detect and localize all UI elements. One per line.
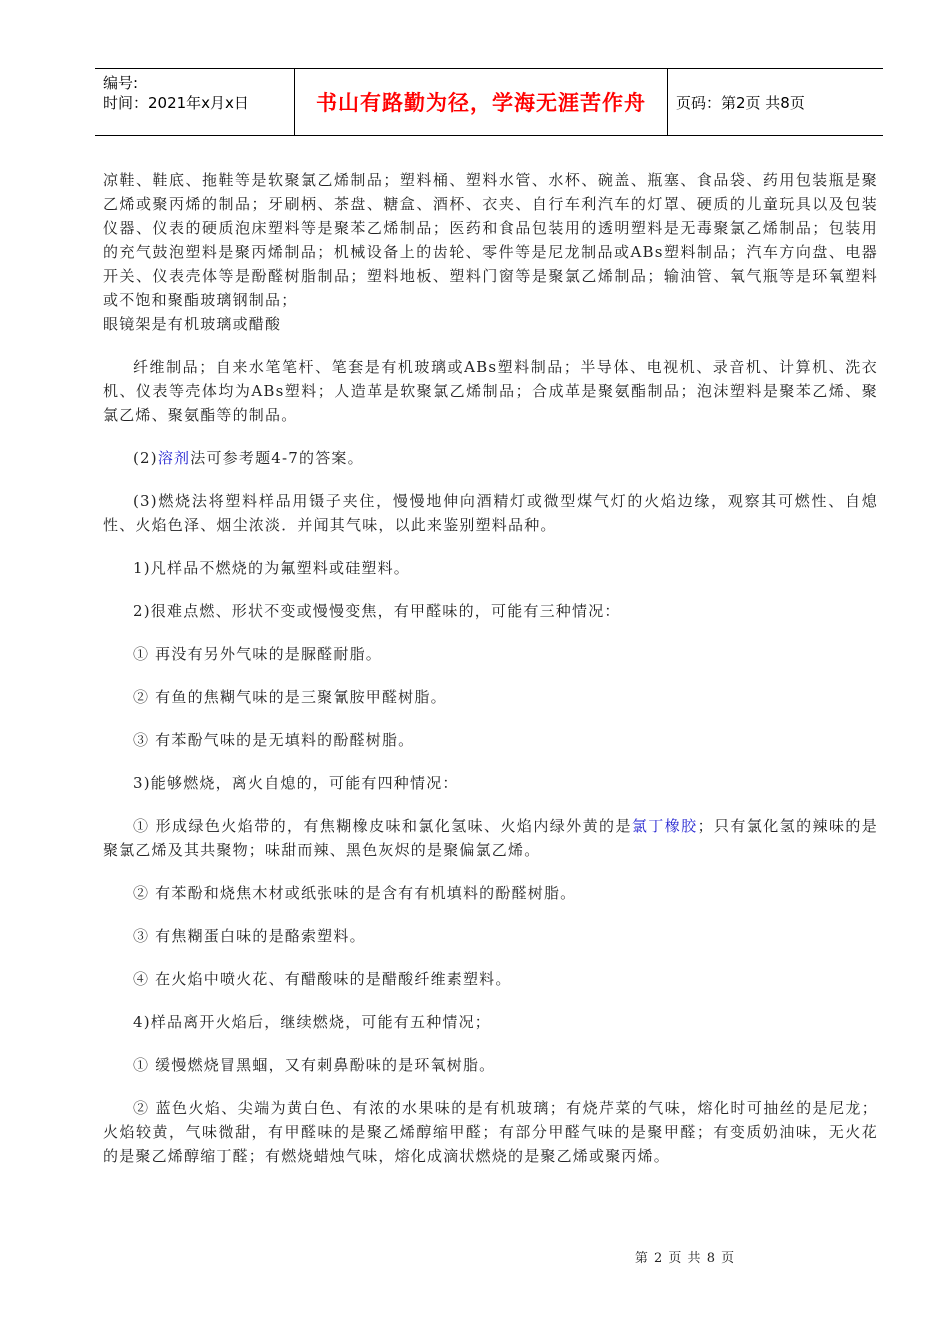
header-meta-cell (95, 69, 295, 135)
document-body (103, 168, 878, 1187)
paragraph-item (103, 599, 878, 623)
page-footer (0, 1247, 950, 1266)
paragraph-item (103, 814, 878, 862)
paragraph-prefix: (2) (133, 449, 158, 467)
paragraph-fiber-products (103, 355, 878, 427)
page-header (95, 68, 883, 136)
paragraph-prefix: ① 形成绿色火焰带的，有焦糊橡皮味和氯化氢味、火焰内绿外黄的是 (133, 817, 632, 835)
paragraph-item (103, 728, 878, 752)
paragraph-item (103, 1010, 878, 1034)
paragraph-text: 2)很难点燃、形状不变或慢慢变焦，有甲醛味的，可能有三种情况： (133, 602, 621, 620)
paragraph-item (103, 771, 878, 795)
paragraph-text: 3)能够燃烧，离火自熄的，可能有四种情况： (133, 774, 459, 792)
paragraph-text: ② 有苯酚和烧焦木材或纸张味的是含有有机填料的酚醛树脂。 (133, 884, 577, 902)
paragraph-item (103, 967, 878, 991)
header-page-info: 页码：第2页 共8页 (676, 93, 805, 112)
paragraph-text: 眼镜架是有机玻璃或醋酸 (103, 315, 282, 333)
chloroprene-rubber-link[interactable]: 氯丁橡胶 (631, 817, 698, 835)
document-number-label: 编号: (103, 74, 139, 92)
paragraph-suffix: 法可参考题4-7的答案。 (190, 449, 364, 467)
paragraph-solvent-method (103, 446, 878, 470)
paragraph-text (103, 446, 878, 470)
paragraph-text: 纤维制品；自来水笔笔杆、笔套是有机玻璃或ABs塑料制品；半导体、电视机、录音机、计算机、洗衣机、仪表等壳体均为ABs塑料；人造革是软聚氯乙烯制品；合成革是聚氨酯制品；泡沫塑料是聚苯乙烯、聚氯乙烯、聚氨酯等的制品。 (103, 358, 878, 424)
paragraph-text: 4)样品离开火焰后，继续燃烧，可能有五种情况； (133, 1013, 491, 1031)
paragraph-text: ③ 有苯酚气味的是无填料的酚醛树脂。 (133, 731, 415, 749)
paragraph-text: ② 蓝色火焰、尖端为黄白色、有浓的水果味的是有机玻璃；有烧芹菜的气味，熔化时可抽丝的是尼龙；火焰较黄，气味微甜，有甲醛味的是聚乙烯醇缩甲醛；有部分甲醛气味的是聚甲醛；有变质奶油味，无火花的是聚乙烯醇缩丁醛；有燃烧蜡烛气味，熔化成滴状燃烧的是聚乙烯或聚丙烯。 (103, 1099, 878, 1165)
paragraph-item (103, 556, 878, 580)
paragraph-item (103, 642, 878, 666)
solvent-link[interactable]: 溶剂 (157, 449, 191, 467)
paragraph-text: 凉鞋、鞋底、拖鞋等是软聚氯乙烯制品；塑料桶、塑料水管、水杯、碗盖、瓶塞、食品袋、药用包装瓶是聚乙烯或聚丙烯的制品；牙刷柄、茶盘、糖盒、酒杯、衣夹、自行车利汽车的灯罩、硬质的儿童玩具以及包装仪器、仪表的硬质泡床塑料等是聚苯乙烯制品；医药和食品包装用的透明塑料是无毒聚氯乙烯制品；包装用的充气鼓泡塑料是聚丙烯制品；机械设备上的齿轮、零件等是尼龙制品或ABs塑料制品；汽车方向盘、电器开关、仪表壳体等是酚醛树脂制品；塑料地板、塑料门窗等是聚氯乙烯制品；输油管、氧气瓶等是环氧塑料或不饱和聚酯玻璃钢制品； (103, 171, 878, 309)
header-motto: 书山有路勤为径，学海无涯苦作舟 (295, 69, 668, 135)
paragraph-text: ① 再没有另外气味的是脲醛耐脂。 (133, 645, 382, 663)
document-time-label: 时间：2021年x月x日 (103, 94, 249, 112)
paragraph-item (103, 881, 878, 905)
paragraph-text: ② 有鱼的焦糊气味的是三聚氰胺甲醛树脂。 (133, 688, 447, 706)
paragraph-text (103, 814, 878, 862)
paragraph-item (103, 685, 878, 709)
paragraph-text: ③ 有焦糊蛋白味的是酪索塑料。 (133, 927, 366, 945)
paragraph-text: ④ 在火焰中喷火花、有醋酸味的是醋酸纤维素塑料。 (133, 970, 512, 988)
paragraph-item (103, 1053, 878, 1077)
footer-page-number: 第 2 页 共 8 页 (634, 1251, 736, 1266)
paragraph-plastic-products (103, 168, 878, 336)
paragraph-suffix: ；只有氯化氢的辣味的是聚氯乙烯及其共聚物；味甜而辣、黑色灰烬的是聚偏氯乙烯。 (103, 817, 879, 859)
paragraph-text: (3)燃烧法将塑料样品用镊子夹住，慢慢地伸向酒精灯或微型煤气灯的火焰边缘，观察其可燃性、自熄性、火焰色泽、烟尘浓淡．并闻其气味，以此来鉴别塑料品种。 (103, 492, 878, 534)
paragraph-item (103, 1096, 878, 1168)
paragraph-combustion-method (103, 489, 878, 537)
paragraph-text: 1)凡样品不燃烧的为氟塑料或硅塑料。 (133, 559, 410, 577)
paragraph-item (103, 924, 878, 948)
paragraph-text: ① 缓慢燃烧冒黑蝈，又有刺鼻酚味的是环氧树脂。 (133, 1056, 496, 1074)
